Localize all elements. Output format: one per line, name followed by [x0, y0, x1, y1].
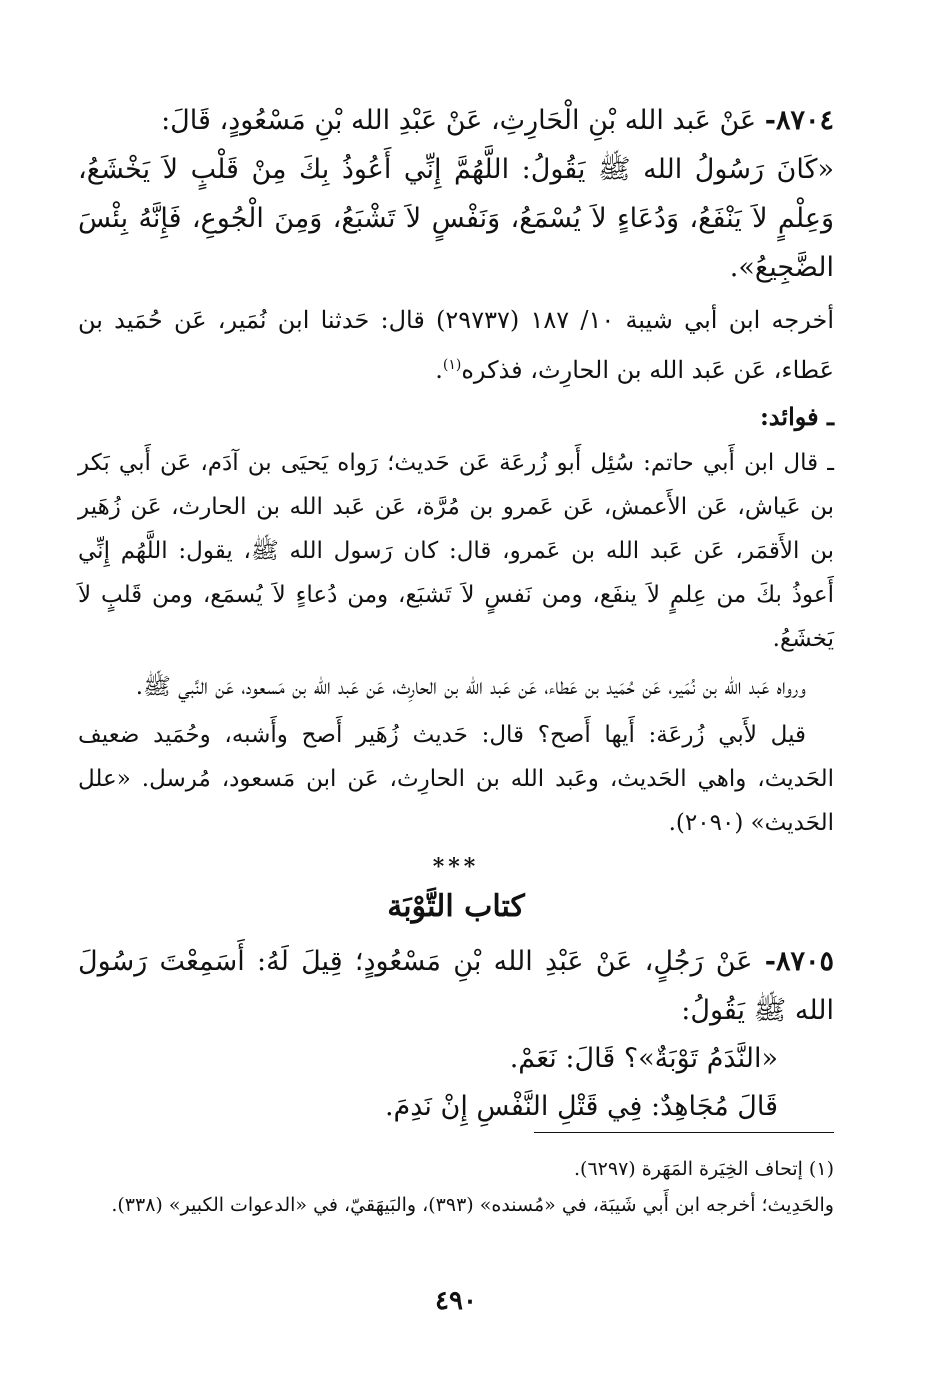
hadith-quote-line-2: قَالَ مُجَاهِدٌ: فِي قَتْلِ النَّفْسِ إِنْ نَدِمَ. [384, 1091, 778, 1122]
hadith-isnad: عَنْ عَبد الله بْنِ الْحَارِثِ، عَنْ عَبْدِ الله بْنِ مَسْعُودٍ، قَالَ: [161, 105, 757, 136]
hadith-text: عَنْ رَجُلٍ، عَنْ عَبْدِ الله بْنِ مَسْعُودٍ؛ قِيلَ لَهُ: أَسَمِعْتَ رَسُولَ الله ﷺ يَقُولُ: [78, 946, 834, 1026]
hadith-8704 [78, 96, 834, 292]
footnote-1: (١) إتحاف الخِيَرة المَهَرة (٦٢٩٧). [574, 1158, 834, 1180]
fawaid-paragraph-1: ـ قال ابن أَبي حاتم: سُئِل أَبو زُرعَة عَن حَديث؛ رَواه يَحيَى بن آدَم، عَن أَبي بَكر بن عَياش، عَن الأَعمش، عَن عَمرو بن مُرَّة، عَن عَبد الله بن الحارث، عَن زُهَير بن الأَقمَر، عَن عَبد الله بن عَمرو، قال: كان رَسول الله ﷺ، يقول: اللَّهُم إِنِّي أَعوذُ بكَ من عِلمٍ لاَ ينفَع، ومن نَفسٍ لاَ تَشبَع، ومن دُعاءٍ لاَ يُسمَع، ومن قَلبٍ لاَ يَخشَعُ. [78, 450, 834, 652]
footnote-ref[interactable]: (١) [442, 357, 462, 373]
hadith-takhrij [78, 298, 834, 393]
footnotes [78, 1151, 834, 1223]
takhrij-text: أخرجه ابن أبي شيبة ١٠/ ١٨٧ (٢٩٧٣٧) قال: حَدثنا ابن نُمَير، عَن حُمَيد بن عَطاء، عَن عَبد الله بن الحارِث، فذكره [78, 306, 834, 384]
footnote-1-continued: والحَدِيث؛ أخرجه ابن أَبي شَيبَة، في «مُسنده» (٣٩٣)، والبَيهَقيّ، في «الدعوات الكبير» (٣٣٨). [111, 1194, 834, 1216]
page-number: ٤٩٠ [435, 1286, 477, 1316]
hadith-number: ٨٧٠٥- [764, 946, 834, 977]
fawaid-heading: ـ فوائد: [759, 402, 834, 431]
takhrij-end: . [435, 356, 443, 384]
fawaid-paragraph-3: قيل لأَبي زُرعَة: أَيها أَصح؟ قال: حَديث زُهَير أَصح وأَشبه، وحُمَيد ضعيف الحَديث، واهي الحَديث، وعَبد الله بن الحارِث، عَن ابن مَسعود، مُرسل. «علل الحَديث» (٢٠٩٠). [78, 722, 834, 836]
section-separator: *** [432, 854, 480, 880]
fawaid-paragraph-2: ورواه عَبد الله بن نُمَير، عَن حُمَيد بن عَطاء، عَن عَبد الله بن الحارِث، عَن عَبد الله بن مَسعود، عَن النَّبي ﷺ. [135, 674, 806, 700]
hadith-number: ٨٧٠٤- [764, 105, 834, 136]
book-page [78, 96, 834, 1341]
footnote-divider [534, 1132, 834, 1133]
book-title: كتاب التَّوْبَة [387, 889, 525, 924]
hadith-matn: «كَانَ رَسُولُ الله ﷺ يَقُولُ: اللَّهُمَّ إِنِّي أَعُوذُ بِكَ مِنْ قَلْبٍ لاَ يَخْشَعُ، وَعِلْمٍ لاَ يَنْفَعُ، وَدُعَاءٍ لاَ يُسْمَعُ، وَنَفْسٍ لاَ تَشْبَعُ، وَمِنَ الْجُوعِ، فَإِنَّهُ بِئْسَ الضَّجِيعُ». [78, 154, 834, 283]
hadith-8705 [78, 937, 834, 1035]
hadith-quote-line-1: «النَّدَمُ تَوْبَةٌ»؟ قَالَ: نَعَمْ. [509, 1043, 778, 1074]
